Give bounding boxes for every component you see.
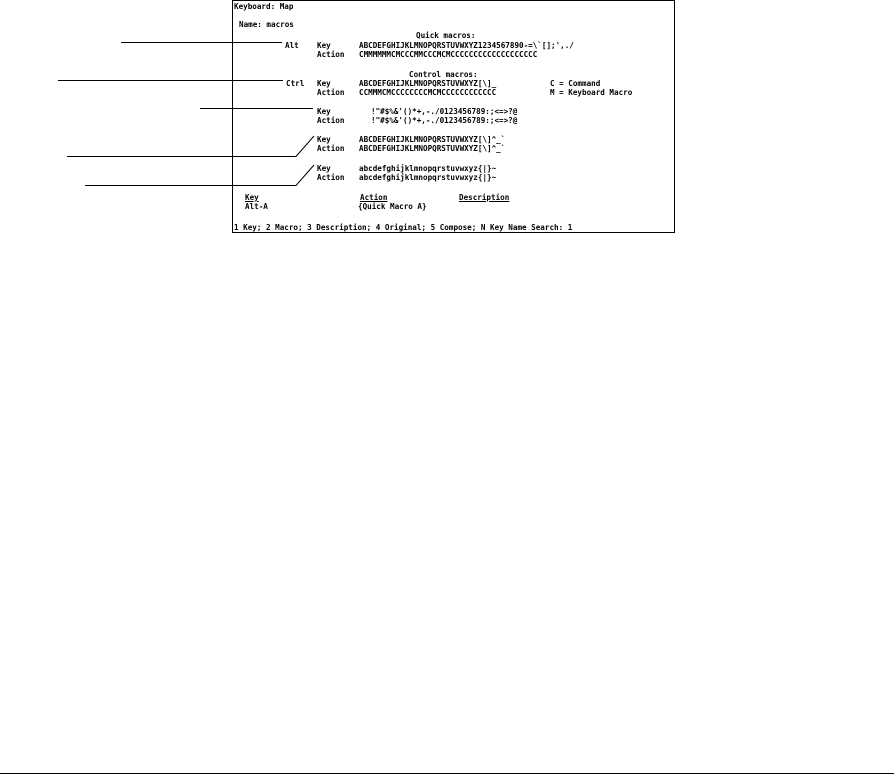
lower-key-row[interactable]: abcdefghijklmnopqrstuvwxyz{|}~ <box>359 164 497 173</box>
ctrl-action-row[interactable]: CCMMMCMCCCCCCCCMCMCCCCCCCCCCCC <box>359 88 497 97</box>
ctrl-key-label[interactable]: Key <box>317 79 331 88</box>
legend-keyboard-macro: M = Keyboard Macro <box>550 88 633 97</box>
lower-action-label[interactable]: Action <box>317 173 345 182</box>
alt-action-row[interactable]: CMMMMMMCMCCCMMCCCMCMCCCCCCCCCCCCCCCCCCC <box>359 50 538 59</box>
page-bottom-rule <box>0 773 894 774</box>
symbols-action-label[interactable]: Action <box>317 116 345 125</box>
column-header-key: Key <box>245 193 259 202</box>
upper-key-row[interactable]: ABCDEFGHIJKLMNOPQRSTUVWXYZ[\]^_` <box>359 135 506 144</box>
legend-command: C = Command <box>550 79 601 88</box>
upper-action-row[interactable]: ABCDEFGHIJKLMNOPQRSTUVWXYZ[\]^_` <box>359 144 506 153</box>
lower-key-label[interactable]: Key <box>317 164 331 173</box>
table-row-action[interactable]: {Quick Macro A} <box>358 202 427 211</box>
control-macros-heading: Control macros: <box>409 70 478 79</box>
upper-key-label[interactable]: Key <box>317 135 331 144</box>
symbols-action-row[interactable]: !"#$%&'()*+,-./0123456789:;<=>?@ <box>371 116 518 125</box>
lower-action-row[interactable]: abcdefghijklmnopqrstuvwxyz{|}~ <box>359 173 497 182</box>
quick-macros-heading: Quick macros: <box>416 31 476 40</box>
column-header-description: Description <box>459 193 510 202</box>
upper-action-label[interactable]: Action <box>317 144 345 153</box>
screen-title: Keyboard: Map <box>234 2 294 11</box>
ctrl-key-row[interactable]: ABCDEFGHIJKLMNOPQRSTUVWXYZ[\]_ <box>359 79 497 88</box>
symbols-key-row[interactable]: !"#$%&'()*+,-./0123456789:;<=>?@ <box>371 107 518 116</box>
alt-action-label[interactable]: Action <box>317 50 345 59</box>
column-header-action: Action <box>360 193 388 202</box>
symbols-key-label[interactable]: Key <box>317 107 331 116</box>
ctrl-action-label[interactable]: Action <box>317 88 345 97</box>
alt-key-row[interactable]: ABCDEFGHIJKLMNOPQRSTUVWXYZ1234567890-=\`[];',./ <box>359 41 574 50</box>
map-name: Name: macros <box>239 20 294 29</box>
ctrl-label: Ctrl <box>286 79 305 88</box>
status-bar: 1 Key; 2 Macro; 3 Description; 4 Original; 5 Compose; N Key Name Search: 1 <box>234 223 573 232</box>
keyboard-map-screen <box>232 0 675 233</box>
table-row-key[interactable]: Alt-A <box>245 202 268 211</box>
alt-key-label[interactable]: Key <box>317 41 331 50</box>
alt-label: Alt <box>285 41 299 50</box>
